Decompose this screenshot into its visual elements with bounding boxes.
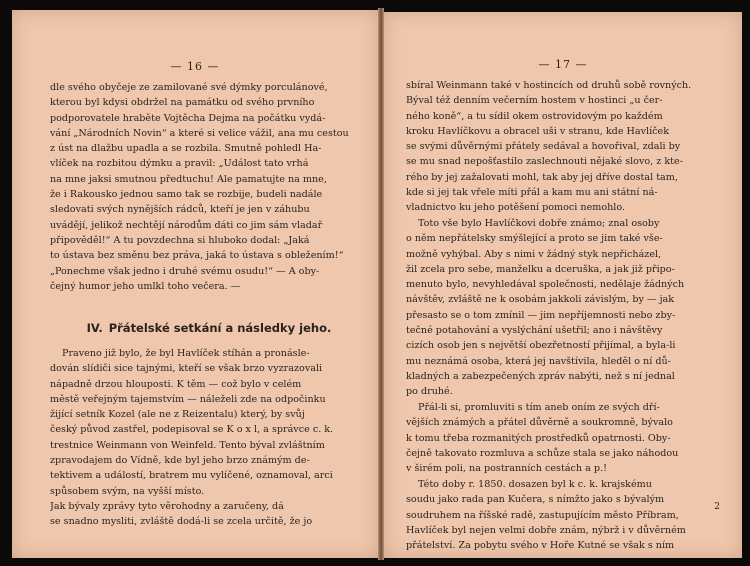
left-page-number: — 16 — <box>170 60 220 73</box>
right-paragraph-4 <box>406 477 726 553</box>
text-line: na mne jaksi smutnou předtuchu! Ale pamatujte na mne, <box>50 173 327 185</box>
text-line: se svými důvěrnými přátely sedával a hovořival, zdali by <box>406 141 681 153</box>
text-line: menuto bylo, nevyhledával společnosti, nedělaje žádných <box>406 279 685 291</box>
text-line: nápadně drzou hlouposti. K těm — což bylo v celém <box>50 378 302 390</box>
text-line: z úst na dlažbu upadla a se rozbila. Smutně pohledl Ha- <box>50 143 322 155</box>
text-line: soudruhem na říšské radě, zastupujícím město Příbram, <box>406 509 679 521</box>
chapter-heading <box>62 321 362 335</box>
text-line: kroku Havlíčkovu a obracel uši v stranu, kde Havlíček <box>406 125 670 137</box>
text-line: vlíček na rozbitou dýmku a pravil: „Událost tato vrhá <box>50 158 309 170</box>
text-line: trestnice Weinmann von Weinfeld. Tento býval zvláštním <box>50 439 325 451</box>
text-line: Jak bývaly zprávy tyto věrohodny a zaručeny, dá <box>50 500 284 512</box>
text-line: kterou byl kdysi obdržel na památku od svého prvního <box>50 97 315 109</box>
text-line: Býval též denním večerním hostem v hostinci „u čer- <box>406 95 663 107</box>
text-line: čejný humor jeho umlkl toho večera. — <box>50 280 241 292</box>
left-page <box>12 10 378 558</box>
text-line: spůsobem svým, na vyšší místo. <box>50 485 205 497</box>
signature-mark: 2 <box>714 502 720 512</box>
text-line: možně vyhýbal. Aby s nimi v žádný styk nepřicházel, <box>406 248 662 260</box>
text-line: o něm nepřátelsky smýšlející a proto se jim také vše- <box>406 233 663 245</box>
text-line: Havlíček byl nejen velmi dobře znám, nýbrž i v důvěrném <box>406 524 686 536</box>
text-line: uvádějí, jelikož nechtějí národům dáti co jim sám vladař <box>50 219 323 231</box>
text-line: mu neznámá osoba, která jej navštívila, hleděl o ní dů- <box>406 355 671 367</box>
text-line: cizích osob jen s největší obezřetností přijímal, a byla-li <box>406 340 676 352</box>
text-line: tečné potahování a vyslýchání ušetřil; ano i návštěvy <box>406 325 663 337</box>
right-paragraph-1 <box>406 78 726 216</box>
text-line: podporovatele hraběte Vojtěcha Dejma na počátku vydá- <box>50 112 326 124</box>
text-line: vání „Národních Novin“ a které si velice vážil, ana mu cestou <box>50 127 349 139</box>
left-paragraph-2 <box>50 346 370 530</box>
text-line: žil zcela pro sebe, manželku a dceruška, a jak již připo- <box>406 263 675 275</box>
right-paragraph-2 <box>406 216 726 400</box>
text-line: k tomu třeba rozmanitých prostředků opatrnosti. Oby- <box>406 432 671 444</box>
left-paragraph-1 <box>50 80 370 294</box>
text-line: čejně takovato rozmluva a schůze stala se jako náhodou <box>406 447 679 459</box>
text-line: Toto vše bylo Havlíčkovi dobře známo; znal osoby <box>418 218 660 229</box>
text-line: přátelství. Za pobytu svého v Hoře Kutné se však s ním <box>406 540 675 552</box>
text-line: připověděl!“ A tu povzdechna si hluboko dodal: „Jaká <box>50 234 310 246</box>
text-line: po druhé. <box>406 386 453 398</box>
text-line: vladnictvo ku jeho potěšení pomoci nemohlo. <box>406 202 626 214</box>
text-line: kde si jej tak vřele míti přál a kam mu ani státní ná- <box>406 187 658 199</box>
text-line: Přál-li si, promluviti s tím aneb oním ze svých dří- <box>418 402 660 413</box>
text-line: zpravodajem do Vídně, kde byl jeho brzo známým de- <box>50 455 310 467</box>
text-line: dle svého obyčeje ze zamilované své dýmky porculánové, <box>50 82 328 93</box>
text-line: v širém poli, na postranních cestách a p.! <box>406 463 607 475</box>
text-line: dován slídiči sice tajnými, kteří se však brzo vyzrazovali <box>50 363 323 375</box>
right-page <box>384 12 742 558</box>
text-line: vějších známých a přátel důvěrně a soukromně, bývalo <box>406 417 673 429</box>
text-line: se snadno mysliti, zvláště dodá-li se zcela určitě, že jo <box>50 516 313 528</box>
text-line: tektivem a událostí, bratrem mu vylíčené, oznamoval, arci <box>50 470 333 482</box>
text-line: se mu snad nepošťastilo zaslechnouti nějaké slovo, z kte- <box>406 156 683 168</box>
text-line: Praveno již bylo, že byl Havlíček stíhán a pronásle- <box>62 348 310 359</box>
right-paragraph-3 <box>406 400 726 476</box>
text-line: ného koně“, a tu sídil okem ostrovidovým po každém <box>406 110 663 122</box>
text-line: návštěv, zvláště ne k osobám jakkoli závislým, by — jak <box>406 294 675 306</box>
text-line: český původ zastřel, podepisoval se K o x l, a správce c. k. <box>50 424 334 436</box>
text-line: soudu jako rada pan Kučera, s nímžto jako s bývalým <box>406 494 665 506</box>
text-line: městě veřejným tajemstvím — náleželi zde na odpočinku <box>50 393 326 405</box>
text-line: sledovati svých nynějších rádců, kteří je jen v záhubu <box>50 204 310 216</box>
text-line: žijící setník Kozel (ale ne z Reizentalu) který, by svůj <box>50 409 305 421</box>
text-line: to ústava bez směnu bez práva, jaká to ústava s obležením!“ <box>50 250 344 262</box>
text-line: přesasto se o tom zmínil — jim nepříjemnosti nebo zby- <box>406 309 676 321</box>
text-line: rého by jej zažalovati mohl, tak aby jej dříve dostal tam, <box>406 171 678 183</box>
text-line: sbíral Weinmann také v hostincích od druhů sobě rovných. <box>406 80 692 91</box>
right-page-number: — 17 — <box>538 58 588 71</box>
text-line: Této doby r. 1850. dosazen byl k c. k. krajskému <box>418 479 652 490</box>
text-line: „Ponechme však jedno i druhé svému osudu!“ — A oby- <box>50 265 320 277</box>
chapter-title: Přátelské setkání a následky jeho. <box>108 321 332 335</box>
text-line: kladných a zabezpečených zpráv nabýti, než s ní jednal <box>406 370 675 382</box>
chapter-number: IV. <box>86 321 103 335</box>
text-line: že i Rakousko jednou samo tak se rozbije, budeli nadále <box>50 189 323 201</box>
